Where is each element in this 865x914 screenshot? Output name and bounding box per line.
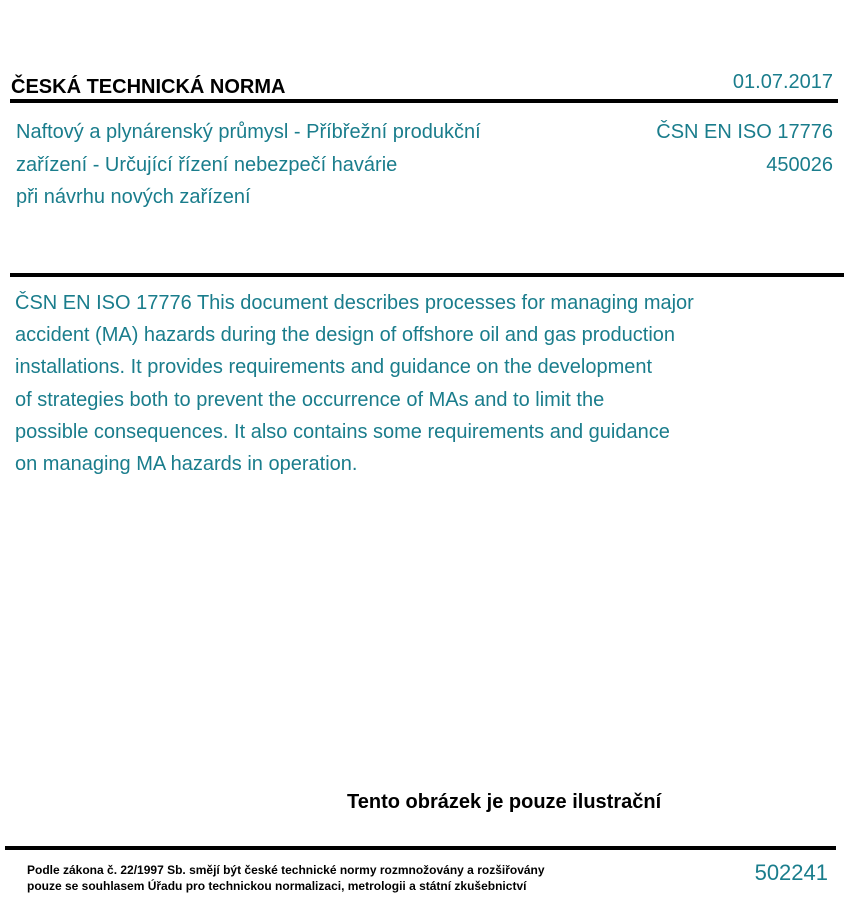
standard-title xyxy=(16,116,576,214)
standard-title-line: zařízení - Určující řízení nebezpečí havárie xyxy=(16,153,398,176)
illustrative-notice: Tento obrázek je pouze ilustrační xyxy=(347,791,662,813)
legal-notice-line: Podle zákona č. 22/1997 Sb. smějí být české technické normy rozmnožovány a rozšiřovány xyxy=(27,863,545,877)
legal-notice xyxy=(27,862,545,894)
classification-number: 450026 xyxy=(766,153,833,176)
standard-code: ČSN EN ISO 17776 xyxy=(656,121,833,143)
abstract-line: ČSN EN ISO 17776 This document describes processes for managing major xyxy=(15,292,694,314)
abstract-line: installations. It provides requirements and guidance on the development xyxy=(15,356,653,379)
document-number: 502241 xyxy=(754,860,828,885)
abstract-line: of strategies both to prevent the occurrence of MAs and to limit the xyxy=(15,388,605,411)
abstract-line: possible consequences. It also contains some requirements and guidance xyxy=(15,420,670,443)
abstract-line: accident (MA) hazards during the design of offshore oil and gas production xyxy=(15,324,676,347)
legal-notice-line: pouze se souhlasem Úřadu pro technickou normalizaci, metrologii a státní zkušebnictví xyxy=(27,879,527,893)
standard-identifiers xyxy=(656,116,833,181)
bottom-divider xyxy=(5,846,836,850)
abstract-text xyxy=(15,287,815,480)
top-divider xyxy=(10,99,838,103)
standard-title-line: při návrhu nových zařízení xyxy=(16,186,251,208)
effective-date: 01.07.2017 xyxy=(732,71,833,93)
middle-divider xyxy=(10,273,844,277)
document-header-title: ČESKÁ TECHNICKÁ NORMA xyxy=(11,76,286,98)
standard-title-line: Naftový a plynárenský průmysl - Příbřežní produkční xyxy=(16,121,481,143)
abstract-line: on managing MA hazards in operation. xyxy=(15,453,358,476)
